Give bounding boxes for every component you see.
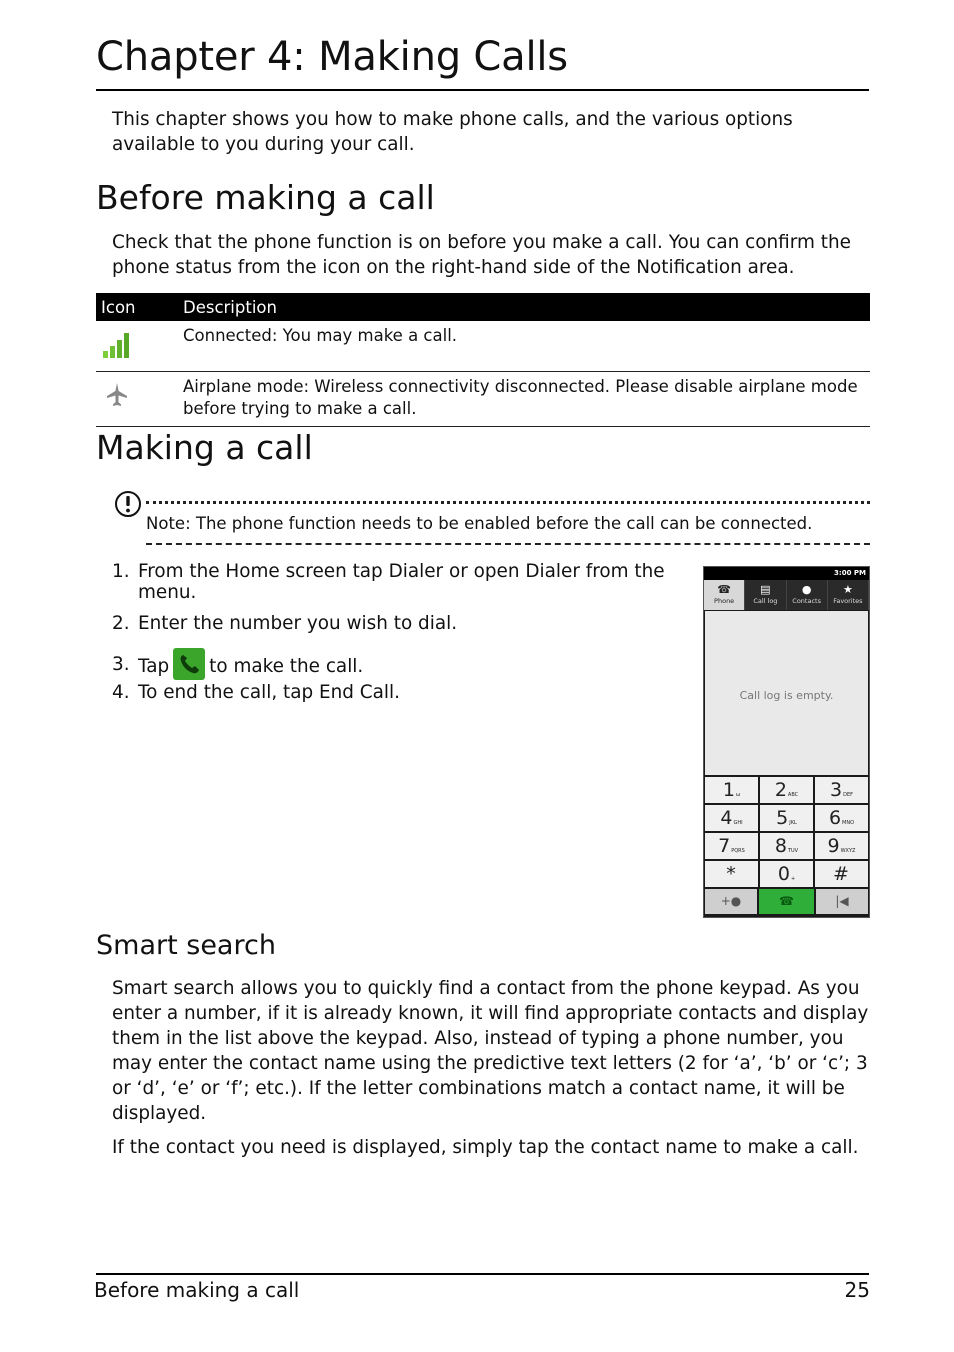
table-header-icon: Icon	[96, 293, 183, 321]
smart-search-paragraph: Smart search allows you to quickly find a contact from the phone keypad. As you enter a number, if it is already known, it will find appropriate contacts and display them in the list above the keypad. Also, instead of typing a phone number, you may enter the contact name using the predictive text letters (2 for ‘a’, ‘b’ or ‘c’; 3 or ‘d’, ‘e’ or ‘f’; etc.). If the letter combinations match a contact name, it will be displayed.	[112, 978, 869, 1124]
key-2[interactable]: 2ABC	[760, 777, 813, 803]
smart-search-paragraph: If the contact you need is displayed, simply tap the contact name to make a call.	[112, 1137, 859, 1158]
backspace-icon: |◀	[835, 894, 849, 908]
call-log-icon: ▤	[760, 583, 771, 596]
add-contact-button[interactable]	[705, 889, 757, 914]
before-call-text: Check that the phone function is on before you make a call. You can confirm the phone status from the icon on the right-hand side of the Notification area.	[112, 232, 851, 278]
key-star[interactable]: *	[705, 861, 758, 887]
heading-making-call: Making a call	[96, 428, 313, 467]
key-0[interactable]: 0+	[760, 861, 813, 887]
note-label: Note	[146, 514, 186, 533]
phone-call-icon: ☎	[779, 894, 794, 908]
key-8[interactable]: 8TUV	[760, 833, 813, 859]
footer-section-title: Before making a call	[94, 1278, 300, 1302]
tab-call-log[interactable]: ▤ Call log	[745, 580, 786, 610]
note-text	[146, 514, 812, 533]
star-icon: ★	[842, 583, 853, 596]
footer-rule	[96, 1273, 869, 1275]
status-time: 3:00 PM	[834, 569, 866, 577]
add-contact-icon: +●	[720, 894, 742, 908]
key-4[interactable]: 4GHI	[705, 805, 758, 831]
table-cell-description: Connected: You may make a call.	[183, 321, 870, 372]
phone-dialer-screenshot	[703, 566, 870, 918]
key-hash[interactable]: #	[815, 861, 868, 887]
note-body: : The phone function needs to be enabled before the call can be connected.	[185, 514, 813, 533]
status-icon-table	[96, 293, 870, 427]
key-1[interactable]: 1ω	[705, 777, 758, 803]
tab-contacts[interactable]: ● Contacts	[787, 580, 828, 610]
note-top-border	[146, 501, 870, 504]
list-item: 3. Tap to make the call.	[112, 654, 363, 680]
tab-phone[interactable]: ☎ Phone	[704, 580, 745, 610]
chapter-title: Chapter 4: Making Calls	[96, 34, 568, 80]
phone-call-icon	[173, 648, 205, 680]
call-log-empty-text: Call log is empty.	[739, 689, 834, 702]
table-row	[96, 321, 870, 372]
airplane-icon	[106, 382, 128, 408]
chapter-intro: This chapter shows you how to make phone calls, and the various options available to you during your call.	[112, 109, 793, 155]
signal-bars-icon	[102, 331, 132, 359]
contacts-icon: ●	[801, 583, 812, 596]
heading-smart-search: Smart search	[96, 930, 276, 961]
tab-favorites[interactable]: ★ Favorites	[828, 580, 869, 610]
note-bottom-border	[146, 543, 870, 545]
call-log-area	[705, 611, 868, 775]
list-item: 1. From the Home screen tap Dialer or open Dialer from the menu.	[112, 561, 665, 603]
key-6[interactable]: 6MNO	[815, 805, 868, 831]
table-header-description: Description	[183, 293, 870, 321]
phone-icon: ☎	[717, 583, 731, 596]
dialer-tabs	[704, 580, 869, 610]
backspace-button[interactable]	[816, 889, 868, 914]
chapter-rule	[96, 89, 869, 91]
heading-before-call: Before making a call	[96, 178, 435, 217]
dial-keypad	[705, 777, 868, 889]
key-5[interactable]: 5JKL	[760, 805, 813, 831]
call-button[interactable]	[759, 889, 814, 914]
table-row	[96, 372, 870, 427]
key-3[interactable]: 3DEF	[815, 777, 868, 803]
table-cell-description: Airplane mode: Wireless connectivity disconnected. Please disable airplane mode before trying to make a call.	[183, 372, 870, 427]
list-item: 2. Enter the number you wish to dial.	[112, 613, 458, 634]
list-item: 4. To end the call, tap End Call.	[112, 682, 401, 703]
key-7[interactable]: 7PQRS	[705, 833, 758, 859]
page-number: 25	[844, 1278, 870, 1302]
status-bar	[704, 567, 869, 580]
note-warning-icon	[114, 490, 142, 518]
key-9[interactable]: 9WXYZ	[815, 833, 868, 859]
dialer-actions	[705, 889, 868, 914]
